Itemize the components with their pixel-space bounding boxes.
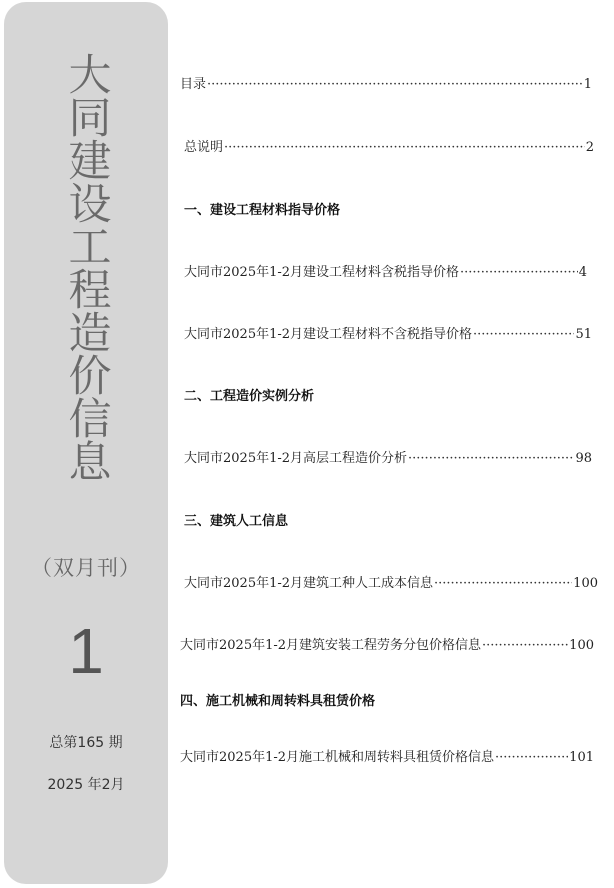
toc-item-label: 大同市2025年1-2月高层工程造价分析 [184, 451, 408, 466]
toc-item-page: 4 [578, 265, 587, 280]
toc-entry-page: 1 [583, 77, 592, 92]
toc-item-label: 大同市2025年1-2月建设工程材料含税指导价格 [184, 265, 460, 280]
toc-item-label: 大同市2025年1-2月建设工程材料不含税指导价格 [184, 327, 473, 342]
title-char: 程 [61, 267, 112, 310]
toc-item[interactable] [184, 572, 598, 591]
toc-leader-dots [224, 140, 585, 155]
toc-entry-general-notes[interactable] [184, 136, 594, 155]
toc-item-label: 大同市2025年1-2月建筑工种人工成本信息 [184, 576, 434, 591]
toc-entry-label: 目录 [180, 77, 207, 92]
title-char: 建 [61, 138, 112, 181]
title-char: 息 [61, 439, 112, 482]
toc-item-label: 大同市2025年1-2月施工机械和周转料具租赁价格信息 [180, 750, 495, 765]
toc-item[interactable] [184, 323, 592, 342]
title-char: 工 [61, 224, 112, 267]
toc-leader-dots [408, 451, 574, 466]
toc-entry-contents[interactable] [180, 73, 592, 92]
toc-leader-dots [207, 77, 583, 92]
toc-section-heading: 一、建设工程材料指导价格 [184, 203, 341, 218]
total-issue-count: 总第165 期 [49, 735, 123, 751]
toc-leader-dots [473, 327, 574, 342]
toc-section-heading: 二、工程造价实例分析 [184, 389, 315, 404]
toc-leader-dots [434, 576, 572, 591]
toc-item-page: 100 [573, 576, 598, 591]
toc-item-page: 101 [569, 750, 594, 765]
toc-item[interactable] [180, 634, 594, 653]
toc-item-page: 51 [575, 327, 592, 342]
toc-section-heading: 三、建筑人工信息 [184, 514, 289, 529]
toc-item[interactable] [180, 746, 594, 765]
toc-leader-dots [495, 750, 568, 765]
toc-leader-dots [482, 638, 568, 653]
toc-item-page: 98 [575, 451, 592, 466]
toc-entry-label: 总说明 [184, 140, 224, 155]
toc-item[interactable] [184, 447, 592, 466]
toc-item-label: 大同市2025年1-2月建筑安装工程劳务分包价格信息 [180, 638, 482, 653]
toc-leader-dots [460, 265, 578, 280]
toc-item-page: 100 [569, 638, 594, 653]
title-char: 价 [61, 353, 112, 396]
title-char: 设 [61, 181, 112, 224]
title-char: 信 [61, 396, 112, 439]
issue-date: 2025 年2月 [47, 777, 125, 793]
title-char: 同 [61, 95, 112, 138]
title-char: 大 [61, 52, 112, 95]
toc-item[interactable] [184, 261, 587, 280]
toc-entry-page: 2 [585, 140, 594, 155]
title-char: 造 [61, 310, 112, 353]
publication-frequency: （双月刊） [31, 556, 141, 580]
toc-section-heading: 四、施工机械和周转料具租赁价格 [180, 694, 376, 709]
issue-number: 1 [68, 615, 104, 687]
